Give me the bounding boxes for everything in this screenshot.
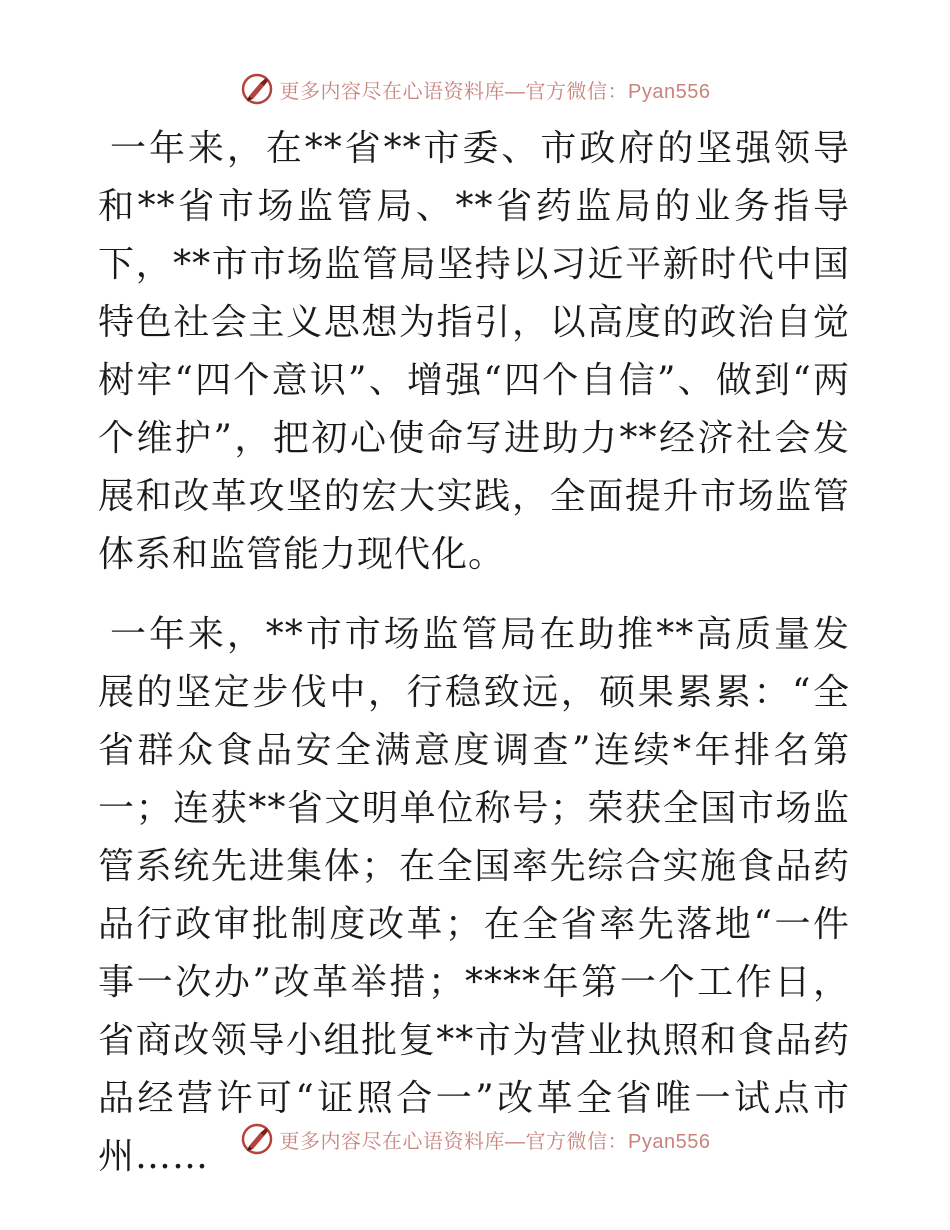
pen-logo-icon [240, 1122, 274, 1156]
paragraph-1: 一年来，在**省**市委、市政府的坚强领导和**省市场监管局、**省药监局的业务指导下，**市市场监管局坚持以习近平新时代中国特色社会主义思想为指引，以高度的政治自觉树牢“四个意识”、增强“四个自信”、做到“两个维护”，把初心使命写进助力**经济社会发展和改革攻坚的宏大实践，全面提升市场监管体系和监管能力现代化。 [98, 128, 850, 575]
header-banner [0, 72, 950, 106]
document-body [98, 120, 850, 1186]
footer-banner-text: 更多内容尽在心语资料库—官方微信：Pyan556 [279, 1130, 711, 1153]
footer-banner [0, 1122, 950, 1156]
header-banner-text: 更多内容尽在心语资料库—官方微信：Pyan556 [279, 80, 711, 103]
pen-logo-icon [240, 72, 274, 106]
paragraph-2: 一年来，**市市场监管局在助推**高质量发展的坚定步伐中，行稳致远，硕果累累：“全省群众食品安全满意度调查”连续*年排名第一；连获**省文明单位称号；荣获全国市场监管系统先进集体；在全国率先综合实施食品药品行政审批制度改革；在全省率先落地“一件事一次办”改革举措；****年第一个工作日，省商改领导小组批复**市为营业执照和食品药品经营许可“证照合一”改革全省唯一试点市州…… [98, 614, 850, 1177]
